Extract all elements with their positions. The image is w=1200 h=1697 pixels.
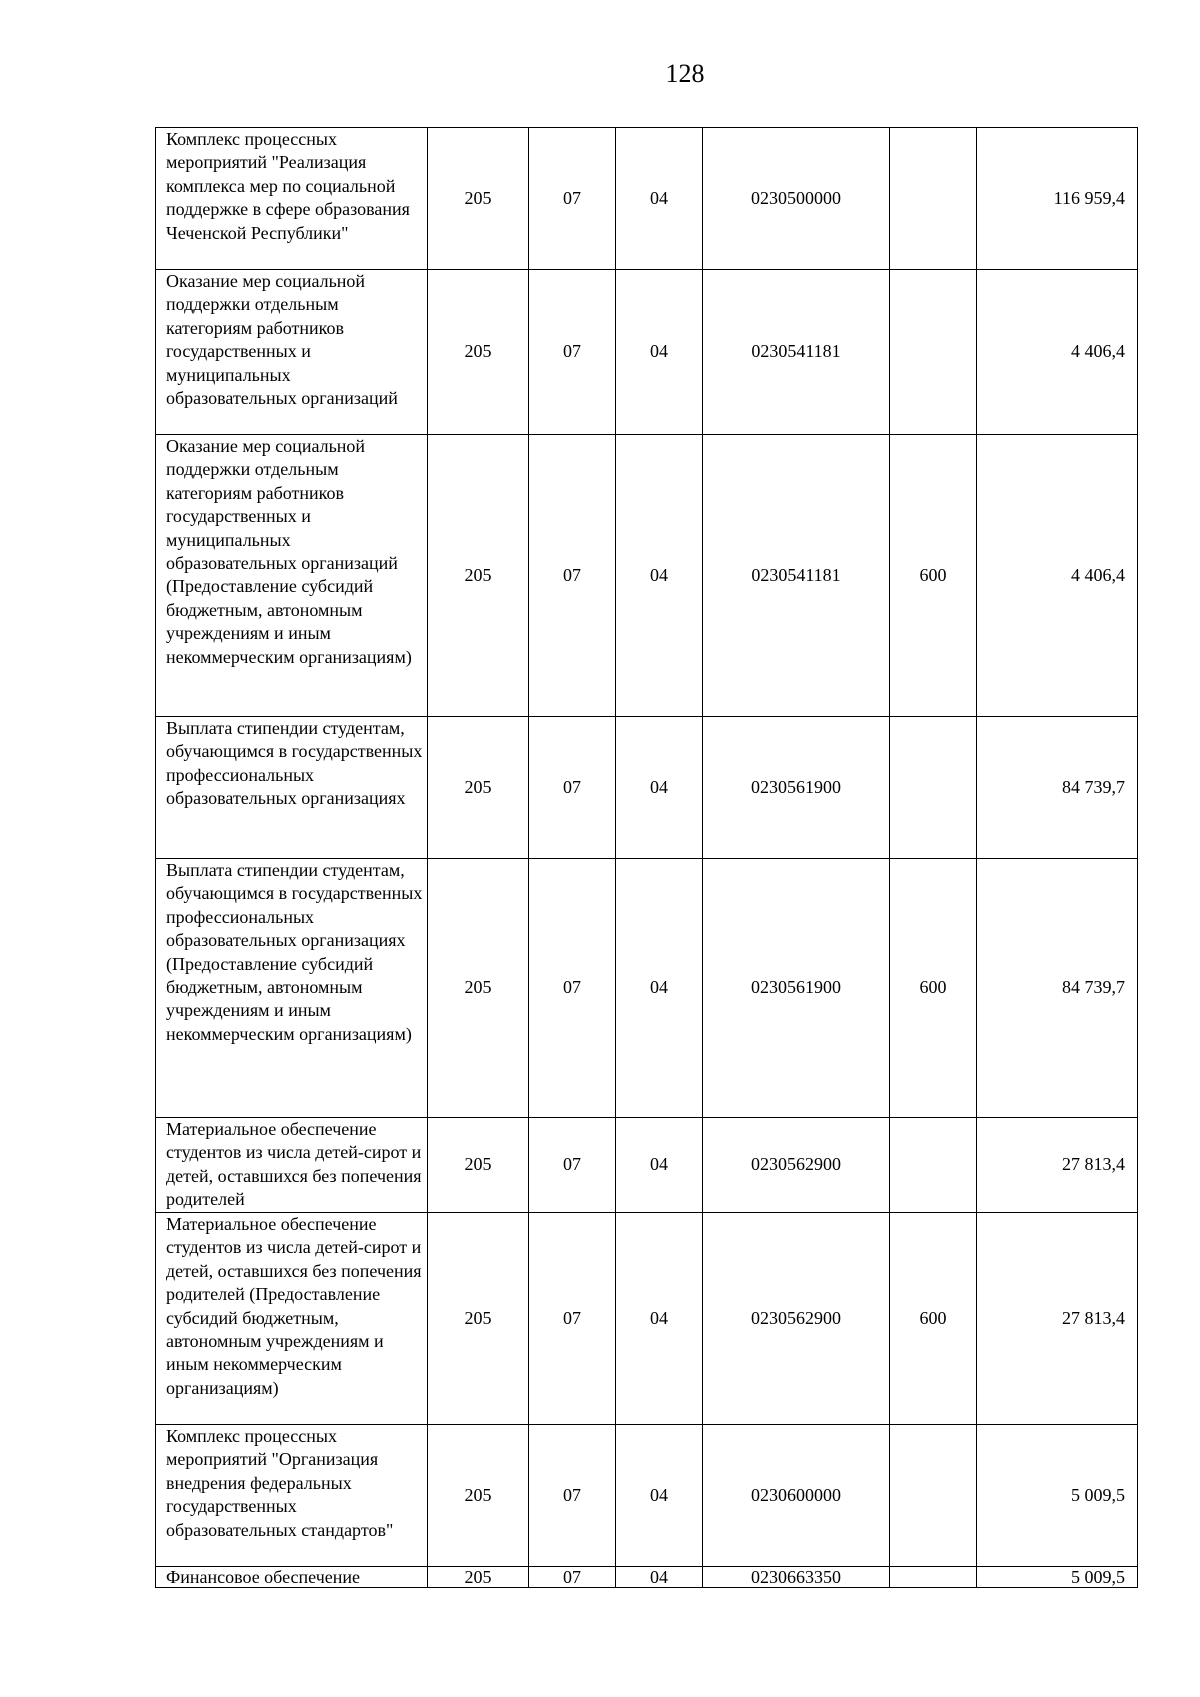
row-expense-type xyxy=(890,717,977,859)
row-amount: 116 959,4 xyxy=(977,128,1138,270)
table-row xyxy=(156,435,1138,717)
row-target-code: 0230562900 xyxy=(703,1118,890,1213)
row-section-code: 07 xyxy=(529,1213,616,1425)
row-ministry-code: 205 xyxy=(428,1567,529,1588)
row-expense-type: 600 xyxy=(890,859,977,1118)
row-expense-type xyxy=(890,1567,977,1588)
row-subsection-code: 04 xyxy=(616,1425,703,1567)
row-subsection-code: 04 xyxy=(616,1118,703,1213)
row-name: Выплата стипендии студентам, обучающимся в государственных профессиональных образовательных организациях xyxy=(156,717,428,859)
row-target-code: 0230561900 xyxy=(703,717,890,859)
row-expense-type: 600 xyxy=(890,435,977,717)
row-amount: 84 739,7 xyxy=(977,717,1138,859)
row-amount: 27 813,4 xyxy=(977,1118,1138,1213)
row-ministry-code: 205 xyxy=(428,717,529,859)
row-ministry-code: 205 xyxy=(428,1425,529,1567)
row-section-code: 07 xyxy=(529,128,616,270)
row-target-code: 0230562900 xyxy=(703,1213,890,1425)
row-target-code: 0230561900 xyxy=(703,859,890,1118)
row-ministry-code: 205 xyxy=(428,270,529,435)
row-name: Материальное обеспечение студентов из числа детей-сирот и детей, оставшихся без попечения родителей xyxy=(156,1118,428,1213)
budget-table xyxy=(155,127,1138,1588)
table-row xyxy=(156,128,1138,270)
row-subsection-code: 04 xyxy=(616,1567,703,1588)
row-section-code: 07 xyxy=(529,270,616,435)
row-amount: 4 406,4 xyxy=(977,270,1138,435)
row-ministry-code: 205 xyxy=(428,1213,529,1425)
row-amount: 84 739,7 xyxy=(977,859,1138,1118)
row-expense-type xyxy=(890,128,977,270)
row-amount: 4 406,4 xyxy=(977,435,1138,717)
row-target-code: 0230541181 xyxy=(703,435,890,717)
row-ministry-code: 205 xyxy=(428,128,529,270)
row-subsection-code: 04 xyxy=(616,270,703,435)
row-expense-type: 600 xyxy=(890,1213,977,1425)
table-row xyxy=(156,1425,1138,1567)
page-number: 128 xyxy=(665,59,705,88)
row-name: Комплекс процессных мероприятий "Реализация комплекса мер по социальной поддержке в сфере образования Чеченской Республики" xyxy=(156,128,428,270)
row-name: Материальное обеспечение студентов из числа детей-сирот и детей, оставшихся без попечения родителей (Предоставление субсидий бюджетным, автономным учреждениям и иным некоммерческим организациям) xyxy=(156,1213,428,1425)
row-subsection-code: 04 xyxy=(616,1213,703,1425)
row-section-code: 07 xyxy=(529,859,616,1118)
row-expense-type xyxy=(890,1425,977,1567)
table-row xyxy=(156,270,1138,435)
row-amount: 5 009,5 xyxy=(977,1567,1138,1588)
row-subsection-code: 04 xyxy=(616,435,703,717)
row-section-code: 07 xyxy=(529,1567,616,1588)
table-row xyxy=(156,1213,1138,1425)
row-name: Выплата стипендии студентам, обучающимся в государственных профессиональных образовательных организациях (Предоставление субсидий бюджетным, автономным учреждениям и иным некоммерческим организациям) xyxy=(156,859,428,1118)
row-target-code: 0230500000 xyxy=(703,128,890,270)
row-subsection-code: 04 xyxy=(616,128,703,270)
row-amount: 5 009,5 xyxy=(977,1425,1138,1567)
row-ministry-code: 205 xyxy=(428,1118,529,1213)
row-subsection-code: 04 xyxy=(616,859,703,1118)
row-amount: 27 813,4 xyxy=(977,1213,1138,1425)
row-section-code: 07 xyxy=(529,435,616,717)
row-ministry-code: 205 xyxy=(428,859,529,1118)
row-section-code: 07 xyxy=(529,1425,616,1567)
table-row xyxy=(156,717,1138,859)
row-name: Комплекс процессных мероприятий "Организация внедрения федеральных государственных образовательных стандартов" xyxy=(156,1425,428,1567)
row-ministry-code: 205 xyxy=(428,435,529,717)
row-section-code: 07 xyxy=(529,717,616,859)
row-expense-type xyxy=(890,1118,977,1213)
row-expense-type xyxy=(890,270,977,435)
row-name: Оказание мер социальной поддержки отдельным категориям работников государственных и муниципальных образовательных организаций (Предоставление субсидий бюджетным, автономным учреждениям и иным некоммерческим организациям) xyxy=(156,435,428,717)
table-row xyxy=(156,859,1138,1118)
row-name: Финансовое обеспечение xyxy=(156,1567,428,1588)
table-row xyxy=(156,1118,1138,1213)
row-target-code: 0230541181 xyxy=(703,270,890,435)
row-section-code: 07 xyxy=(529,1118,616,1213)
row-subsection-code: 04 xyxy=(616,717,703,859)
row-target-code: 0230600000 xyxy=(703,1425,890,1567)
row-name: Оказание мер социальной поддержки отдельным категориям работников государственных и муниципальных образовательных организаций xyxy=(156,270,428,435)
table-row xyxy=(156,1567,1138,1588)
row-target-code: 0230663350 xyxy=(703,1567,890,1588)
